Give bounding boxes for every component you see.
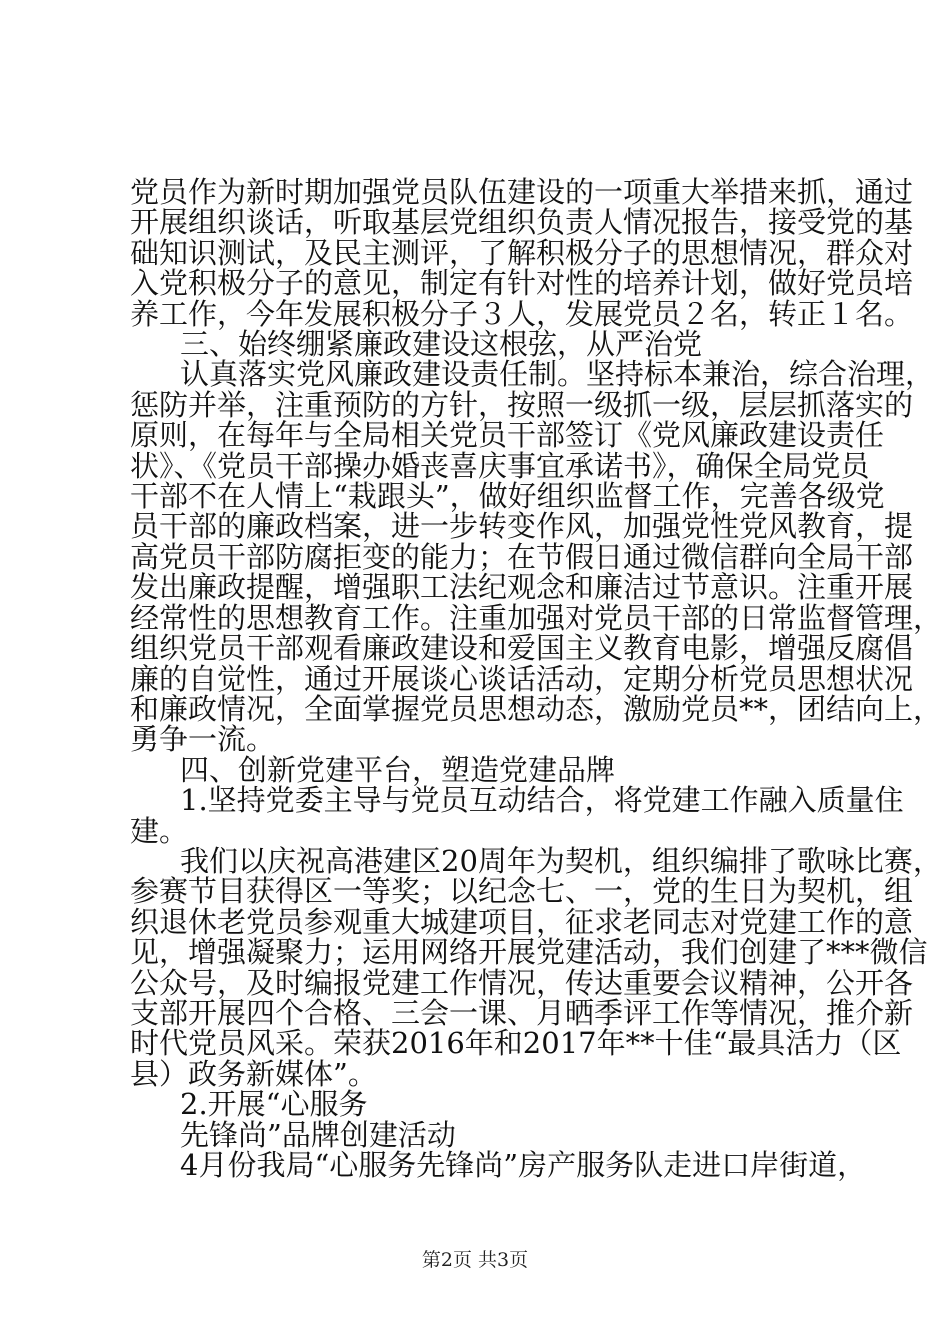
paragraph-line: 参赛节目获得区一等奖；以纪念七、一，党的生日为契机，组 <box>130 874 914 908</box>
paragraph-line: 公众号，及时编报党建工作情况，传达重要会议精神，公开各 <box>130 966 914 1000</box>
paragraph-line: 员干部的廉政档案，进一步转变作风，加强党性党风教育，提 <box>130 509 914 543</box>
paragraph-line: 我们以庆祝高港建区20周年为契机，组织编排了歌咏比赛， <box>180 844 942 878</box>
paragraph-line: 养工作，今年发展积极分子３人，发展党员２名，转正１名。 <box>130 297 914 331</box>
paragraph-line: 础知识测试，及民主测评，了解积极分子的思想情况，群众对 <box>130 236 914 270</box>
paragraph-line: 党员作为新时期加强党员队伍建设的一项重大举措来抓，通过 <box>130 175 914 209</box>
paragraph-line: 建。 <box>130 814 189 848</box>
paragraph-line: 入党积极分子的意见，制定有针对性的培养计划，做好党员培 <box>130 266 914 300</box>
paragraph-line: 和廉政情况，全面掌握党员思想动态，激励党员**，团结向上， <box>130 692 943 726</box>
section-heading: 三、始终绷紧廉政建设这根弦，从严治党 <box>180 327 703 361</box>
paragraph-line: 原则，在每年与全局相关党员干部签订《党风廉政建设责任 <box>130 418 885 452</box>
paragraph-line: 经常性的思想教育工作。注重加强对党员干部的日常监督管理， <box>130 601 943 635</box>
paragraph-line: 县）政务新媒体”。 <box>130 1057 377 1091</box>
paragraph-line: 1.坚持党委主导与党员互动结合，将党建工作融入质量住 <box>180 783 904 817</box>
paragraph-line: 干部不在人情上“栽跟头”，做好组织监督工作，完善各级党 <box>130 479 885 513</box>
paragraph-line: 4月份我局“心服务先锋尚”房产服务队走进口岸街道， <box>180 1148 867 1182</box>
paragraph-line: 组织党员干部观看廉政建设和爱国主义教育电影，增强反腐倡 <box>130 631 914 665</box>
paragraph-line: 高党员干部防腐拒变的能力；在节假日通过微信群向全局干部 <box>130 540 914 574</box>
paragraph-line: 认真落实党风廉政建设责任制。坚持标本兼治，综合治理， <box>180 357 935 391</box>
page-footer: 第2页 共3页 <box>421 1249 529 1271</box>
paragraph-line: 时代党员风采。荣获2016年和2017年**十佳“最具活力（区 <box>130 1026 902 1060</box>
subsection-heading: 先锋尚”品牌创建活动 <box>180 1118 456 1152</box>
paragraph-line: 织退休老党员参观重大城建项目，征求老同志对党建工作的意 <box>130 905 914 939</box>
paragraph-line: 状》、《党员干部操办婚丧喜庆事宜承诺书》，确保全局党员 <box>130 449 870 483</box>
paragraph-line: 开展组织谈话，听取基层党组织负责人情况报告，接受党的基 <box>130 205 914 239</box>
paragraph-line: 惩防并举，注重预防的方针，按照一级抓一级，层层抓落实的 <box>130 388 914 422</box>
paragraph-line: 见，增强凝聚力；运用网络开展党建活动，我们创建了***微信 <box>130 935 928 969</box>
paragraph-line: 支部开展四个合格、三会一课、月晒季评工作等情况，推介新 <box>130 996 914 1030</box>
paragraph-line: 廉的自觉性，通过开展谈心谈话活动，定期分析党员思想状况 <box>130 662 914 696</box>
paragraph-line: 发出廉政提醒，增强职工法纪观念和廉洁过节意识。注重开展 <box>130 570 914 604</box>
section-heading: 四、创新党建平台，塑造党建品牌 <box>180 753 616 787</box>
subsection-heading: 2.开展“心服务 <box>180 1087 368 1121</box>
paragraph-line: 勇争一流。 <box>130 722 276 756</box>
